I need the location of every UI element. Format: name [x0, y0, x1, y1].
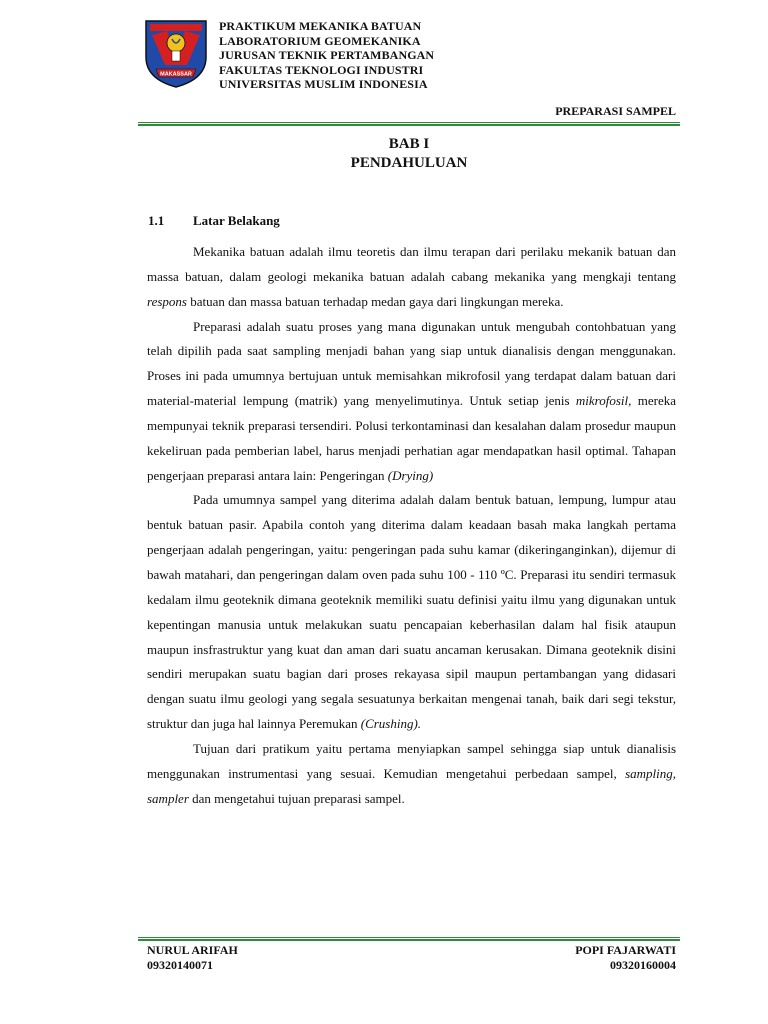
institution-line: UNIVERSITAS MUSLIM INDONESIA [219, 77, 428, 91]
paragraph [147, 488, 676, 736]
institution-line: PRAKTIKUM MEKANIKA BATUAN [219, 19, 422, 33]
institution-line: LABORATORIUM GEOMEKANIKA [219, 33, 421, 48]
institution-line: FAKULTAS TEKNOLOGI INDUSTRI [219, 62, 424, 77]
university-crest-icon [143, 17, 209, 89]
body-text [147, 240, 676, 811]
italic-term: (Crushing). [360, 716, 422, 732]
crest-banner-text: MAKASSAR [160, 71, 192, 78]
header-divider [138, 122, 680, 126]
paragraph-text: Preparasi adalah suatu proses yang mana digunakan untuk mengubah contohbatuan yang telah dipilih pada saat sampling menjadi bahan yang siap untuk dianalisis dengan menggunakan. Proses ini pada umumnya bertujuan untuk memisahkan mikrofosil yang terdapat dalam batuan dari material-material lempung (matrik) yang menyelimutinya. Untuk setiap jenis [147, 318, 676, 409]
subsection-title: Latar Belakang [193, 213, 280, 228]
paragraph [147, 737, 676, 812]
author-id: 09320160004 [610, 958, 676, 972]
institution-line: JURUSAN TEKNIK PERTAMBANGAN [219, 48, 435, 62]
paragraph-text: batuan dan massa batuan terhadap medan gaya dari lingkungan mereka. [186, 293, 564, 309]
chapter-number: BAB I [388, 136, 430, 152]
running-section-title: PREPARASI SAMPEL [555, 104, 676, 118]
paragraph-text: dan mengetahui tujuan preparasi sampel. [188, 790, 405, 806]
footer-author-left [147, 943, 238, 973]
crest-shield [143, 17, 209, 89]
paragraph [147, 240, 676, 315]
chapter-title: PENDAHULUAN [350, 155, 468, 171]
italic-term: sampling, sampler [147, 765, 676, 806]
author-name: POPI FAJARWATI [575, 943, 676, 957]
paragraph-text: mereka mempunyai teknik preparasi tersendiri. Polusi terkontaminasi dan kesalahan dalam prosedur maupun kekeliruan pada pemberian label, harus menjadi perhatian agar mendapatkan hasil optimal. Tahapan pengerjaan preparasi antara lain: Pengeringan [147, 393, 676, 483]
italic-term: respons [147, 293, 187, 309]
subsection-number: 1.1 [148, 213, 165, 228]
paragraph-text: Tujuan dari pratikum yaitu pertama menyiapkan sampel sehingga siap untuk dianalisis menggunakan instrumentasi yang sesuai. Kemudian mengetahui perbedaan sampel, [147, 740, 676, 781]
paragraph-text: Mekanika batuan adalah ilmu teoretis dan ilmu terapan dari perilaku mekanik batuan dan massa batuan, dalam geologi mekanika batuan adalah cabang mekanika yang mengkaji tentang [147, 244, 676, 284]
footer-author-right [575, 943, 676, 973]
institution-block [219, 19, 434, 92]
italic-term: (Drying) [387, 467, 434, 483]
paragraph [147, 315, 676, 489]
author-id: 09320140071 [147, 958, 213, 972]
footer-divider [138, 937, 680, 941]
paragraph-text: Pada umumnya sampel yang diterima adalah dalam bentuk batuan, lempung, lumpur atau bentuk batuan pasir. Apabila contoh yang diterima dalam keadaan basah maka langkah pertama pengerjaan adalah pengeringan, yaitu: pengeringan pada suhu kamar (dikeringanginkan), dijemur di bawah matahari, dan pengeringan dalam oven pada suhu 100 - 110 ºC. Preparasi itu sendiri termasuk kedalam ilmu geoteknik dimana geoteknik memiliki suatu definisi yaitu ilmu yang digunakan untuk kepentingan manusia untuk melakukan suatu pencapaian keberhasilan dalam hal fisik ataupun maupun insfrastruktur yang kuat dan aman dari suatu ancaman kerusakan. Dimana geoteknik disini sendiri merupakan suatu bagian dari proses rekayasa sipil maupun pertambangan yang didasari dengan suatu ilmu geologi yang segala sesuatunya berkaitan mengenai tanah, baik dari segi tekstur, struktur dan juga hal lainnya Peremukan [147, 492, 676, 732]
italic-term: mikrofosil, [575, 393, 632, 409]
author-name: NURUL ARIFAH [147, 943, 238, 957]
